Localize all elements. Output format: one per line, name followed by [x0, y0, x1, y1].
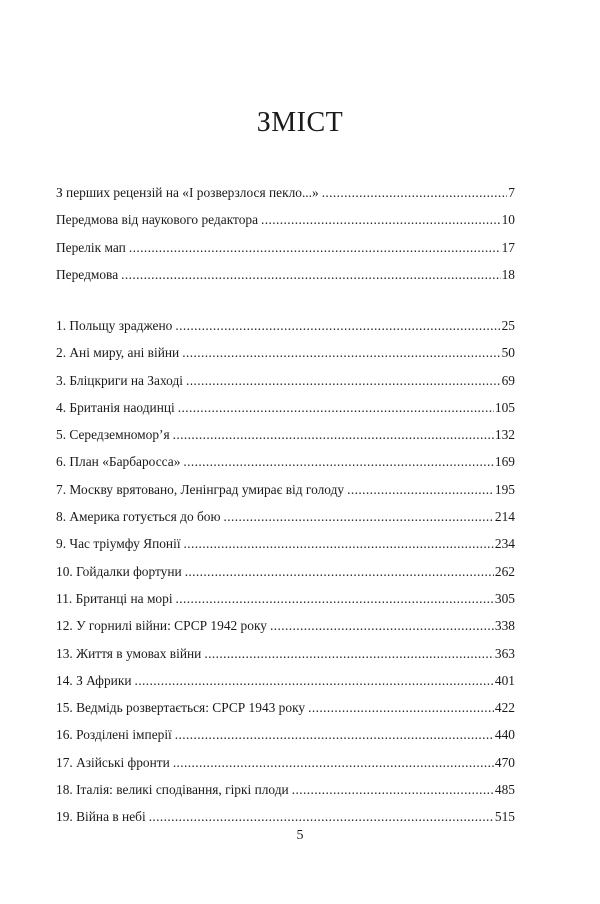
toc-entry-page: 25	[501, 318, 515, 333]
toc-entry-title: Передмова	[56, 266, 119, 282]
dot-leader	[121, 265, 500, 285]
toc-entry-title: 14. З Африки	[56, 672, 132, 688]
toc-entry-title: 10. Гойдалки фортуни	[56, 563, 182, 579]
dot-leader	[185, 562, 494, 582]
toc-entry-title: 13. Життя в умовах війни	[56, 645, 202, 661]
toc-entry-title: 17. Азійські фронти	[56, 754, 170, 770]
toc-entry-page: 470	[494, 754, 515, 770]
toc-entry-page: 7	[508, 185, 515, 200]
toc-entry-title: 11. Британці на морі	[56, 590, 173, 606]
toc-entry-page: 195	[494, 481, 515, 497]
toc-entry-page: 515	[494, 809, 515, 825]
toc-entry-page: 440	[494, 727, 515, 743]
dot-leader	[173, 753, 494, 773]
toc-entry-page: 214	[494, 509, 515, 525]
toc-entry	[56, 780, 515, 807]
toc-entry	[56, 507, 515, 534]
dot-leader	[176, 589, 494, 609]
dot-leader	[129, 238, 501, 258]
toc-entry-page: 169	[494, 454, 515, 470]
toc-entry-page: 401	[494, 672, 515, 688]
toc-entry-title: 8. Америка готується до бою	[56, 509, 221, 525]
dot-leader	[224, 507, 494, 527]
toc-entry-title: 6. План «Барбаросса»	[56, 454, 181, 470]
toc-entry	[56, 316, 515, 343]
toc-entry	[56, 452, 515, 479]
toc-chapters	[56, 316, 515, 835]
toc-entry-title: 2. Ані миру, ані війни	[56, 345, 180, 361]
toc-entry	[56, 589, 515, 616]
toc-entry	[56, 238, 515, 265]
dot-leader	[204, 644, 494, 664]
toc-entry	[56, 698, 515, 725]
toc-entry-title: 16. Розділені імперії	[56, 727, 172, 743]
dot-leader	[175, 316, 500, 336]
dot-leader	[261, 210, 501, 230]
toc-entry-title: Передмова від наукового редактора	[56, 212, 259, 228]
toc-entry-page: 69	[501, 372, 515, 388]
toc-entry-page: 18	[501, 266, 515, 282]
page-number: 5	[296, 828, 304, 843]
dot-leader	[322, 183, 508, 203]
dot-leader	[182, 343, 500, 363]
dot-leader	[173, 425, 494, 445]
toc-entry	[56, 210, 515, 237]
toc-entry-title: Перелік мап	[56, 239, 126, 255]
toc-entry	[56, 725, 515, 752]
toc-entry-title: 18. Італія: великі сподівання, гіркі плоди	[56, 782, 289, 798]
page-title: ЗМІСТ	[256, 106, 344, 138]
dot-leader	[175, 725, 494, 745]
toc-entry-page: 234	[494, 536, 515, 552]
toc-entry-page: 363	[494, 645, 515, 661]
toc-entry-page: 262	[494, 563, 515, 579]
toc-entry-title: 15. Ведмідь розвертається: СРСР 1943 року	[56, 700, 306, 716]
toc-entry	[56, 183, 515, 210]
toc-entry	[56, 371, 515, 398]
toc-entry	[56, 343, 515, 370]
dot-leader	[270, 616, 494, 636]
toc-front-matter	[56, 183, 515, 292]
toc-entry-page: 10	[501, 212, 515, 228]
toc-entry-title: З перших рецензій на «І розверзлося пекло...»	[56, 185, 319, 200]
toc-entry	[56, 671, 515, 698]
toc-entry-page: 105	[494, 399, 515, 415]
toc-entry-page: 17	[501, 239, 515, 255]
dot-leader	[184, 534, 494, 554]
toc-entry	[56, 534, 515, 561]
toc-entry	[56, 480, 515, 507]
toc-entry-page: 50	[501, 345, 515, 361]
toc-entry-title: 4. Британія наодинці	[56, 399, 175, 415]
toc-entry-title: 3. Бліцкриги на Заході	[56, 372, 183, 388]
dot-leader	[186, 371, 501, 391]
toc-entry	[56, 398, 515, 425]
toc-entry-page: 132	[494, 427, 515, 443]
toc-entry	[56, 644, 515, 671]
toc-entry	[56, 753, 515, 780]
toc-entry-title: 19. Війна в небі	[56, 809, 146, 825]
toc-entry-title: 9. Час тріумфу Японії	[56, 536, 181, 552]
toc-entry-title: 7. Москву врятовано, Ленінград умирає від голоду	[56, 481, 345, 497]
toc-entry	[56, 265, 515, 292]
dot-leader	[183, 452, 494, 472]
toc-entry-title: 5. Середземномор’я	[56, 427, 170, 443]
toc-entry-page: 338	[494, 618, 515, 634]
dot-leader	[135, 671, 494, 691]
toc-entry	[56, 616, 515, 643]
toc-entry-page: 305	[494, 590, 515, 606]
dot-leader	[292, 780, 494, 800]
toc-entry-title: 12. У горнилі війни: СРСР 1942 року	[56, 618, 267, 634]
toc-entry-page: 485	[494, 782, 515, 798]
toc-entry-title: 1. Польщу зраджено	[56, 318, 173, 333]
dot-leader	[308, 698, 494, 718]
dot-leader	[178, 398, 494, 418]
dot-leader	[347, 480, 494, 500]
dot-leader	[149, 807, 494, 827]
toc-entry-page: 422	[494, 700, 515, 716]
toc-entry	[56, 562, 515, 589]
toc-entry	[56, 425, 515, 452]
